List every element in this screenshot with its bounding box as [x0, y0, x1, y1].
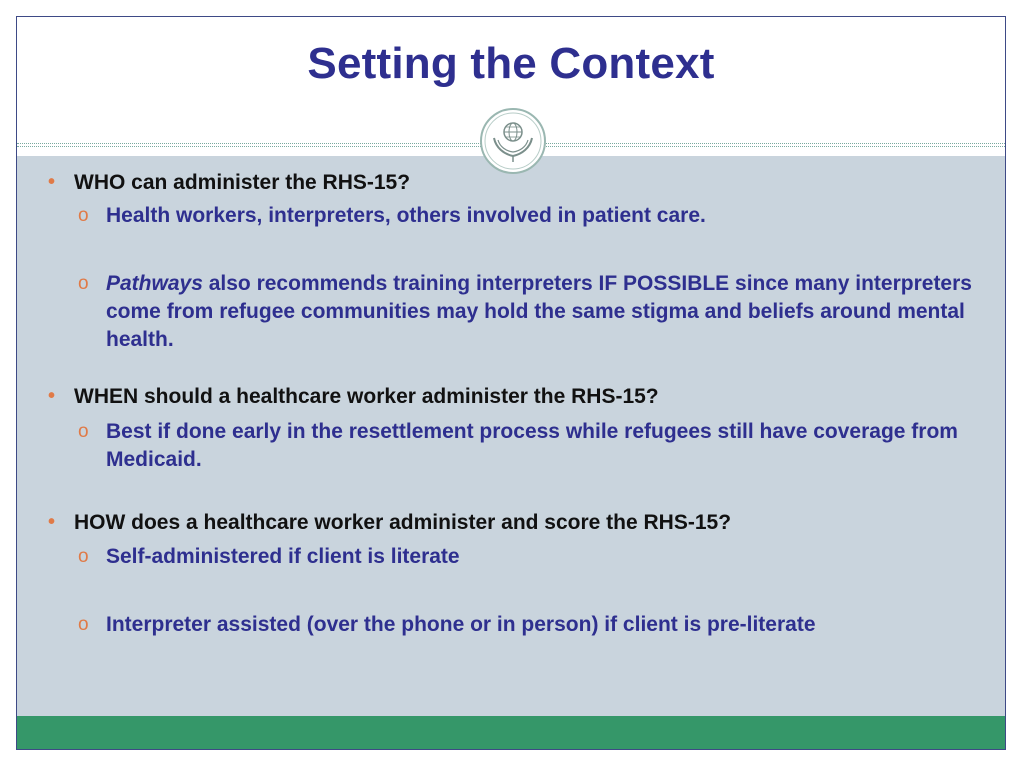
section-heading-who: • WHO can administer the RHS-15?: [48, 171, 411, 194]
content-area: [17, 156, 1005, 716]
sub-bullet-icon: o: [78, 205, 89, 226]
point-who-2: o Pathways also recommends training interpreters IF POSSIBLE since many interpreters come from refugee communities may hold the same stigma and beliefs around mental health.: [78, 272, 972, 351]
section-heading-when: • WHEN should a healthcare worker administer the RHS-15?: [48, 385, 659, 408]
bullet-icon: •: [48, 385, 56, 407]
hands-globe-icon: [480, 108, 546, 174]
sub-bullet-icon: o: [78, 273, 89, 294]
hands-globe-icon-graphic: [482, 110, 544, 172]
point-when-1: o Best if done early in the resettlement process while refugees still have coverage from Medicaid.: [78, 420, 958, 471]
point-how-2: o Interpreter assisted (over the phone or in person) if client is pre-literate: [106, 611, 986, 639]
sub-bullet-icon: o: [78, 546, 89, 567]
sub-bullet-icon: o: [78, 421, 89, 442]
bullet-icon: •: [48, 171, 56, 193]
slide: [16, 16, 1006, 750]
point-how-1: o Self-administered if client is literate: [106, 543, 986, 571]
footer-bar: [17, 716, 1005, 750]
section-heading-how: • HOW does a healthcare worker administer and score the RHS-15?: [48, 511, 732, 534]
pathways-emphasis: Pathways: [106, 272, 203, 295]
slide-title: Setting the Context: [307, 39, 715, 88]
sub-bullet-icon: o: [78, 614, 89, 635]
point-who-1: o Health workers, interpreters, others involved in patient care.: [106, 202, 986, 230]
bullet-icon: •: [48, 511, 56, 533]
